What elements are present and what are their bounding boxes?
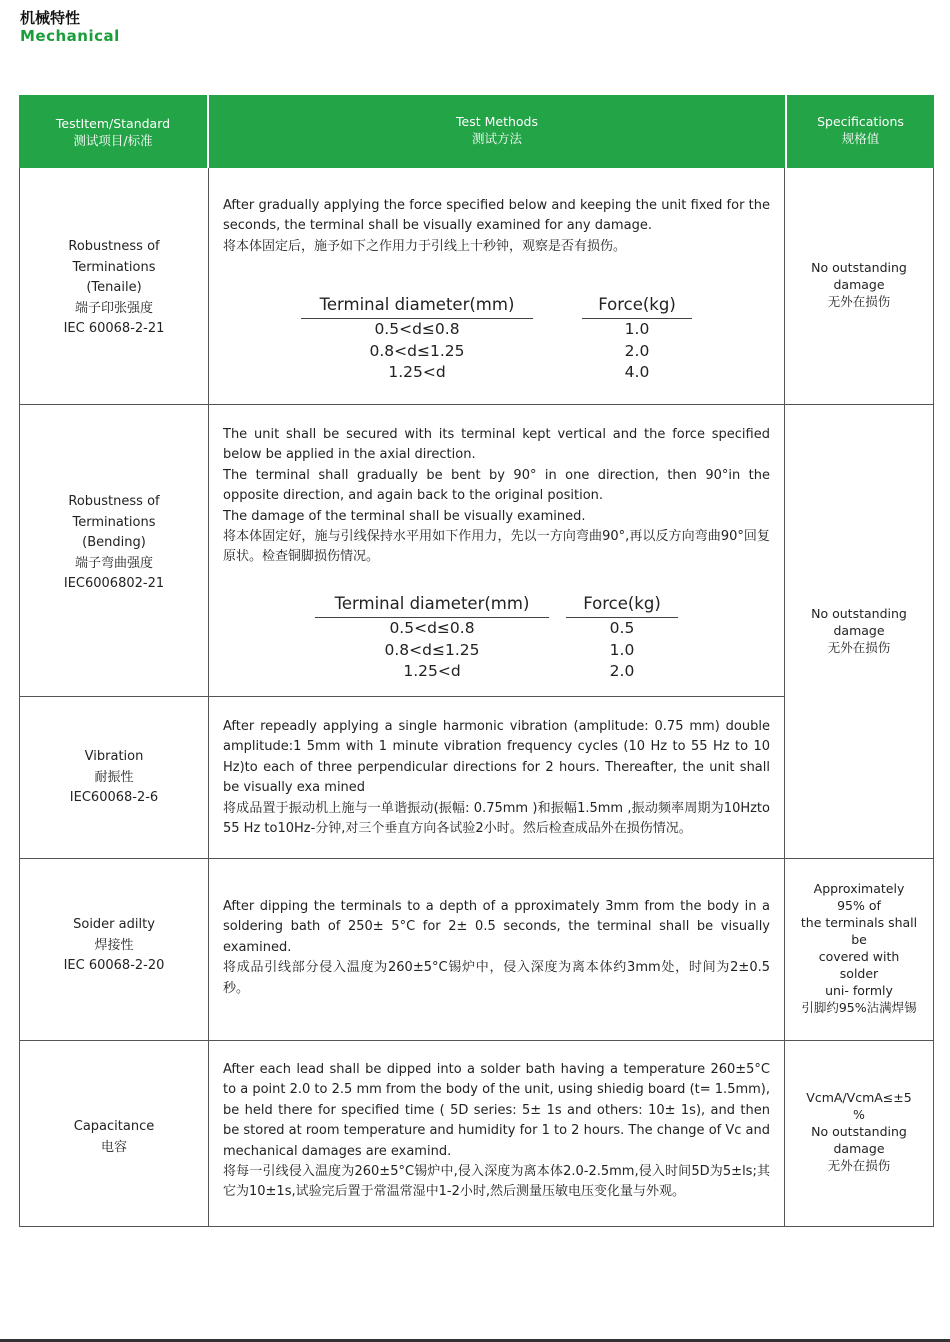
method-cell [209, 697, 785, 859]
header-method-cell [209, 95, 785, 168]
spec-line: No outstanding [811, 1124, 907, 1139]
spec-line: damage [833, 277, 885, 292]
table-row [19, 697, 934, 859]
header-item-cell [19, 95, 209, 168]
item-line: (Tenaile) [86, 280, 142, 295]
item-cell [19, 697, 209, 859]
spec-line: 95% of [837, 898, 881, 913]
table-row [19, 859, 934, 1041]
header-method-cn: 测试方法 [471, 131, 522, 146]
force-table-col2-header: Force(kg) [582, 294, 692, 319]
force-value: 1.0 [624, 320, 650, 338]
item-line: Soider adilty [73, 917, 155, 932]
spec-line: damage [833, 623, 885, 638]
spec-line: 引脚约95%沾满焊锡 [801, 1000, 917, 1015]
table-row [19, 168, 934, 405]
item-line: 端子弯曲强度 [74, 555, 153, 571]
spec-line: 无外在损伤 [827, 294, 891, 309]
header-spec-cell [785, 95, 934, 168]
diameter-value: 0.5<d≤0.8 [389, 619, 475, 637]
spec-line: No outstanding [811, 260, 907, 275]
item-line: Capacitance [73, 1119, 155, 1134]
spec-line: uni- formly [825, 983, 893, 998]
force-table [315, 593, 715, 693]
item-line: IEC 60068-2-21 [63, 321, 165, 336]
method-cell [209, 168, 785, 404]
method-text: The terminal shall gradually be bent by 90° in one direction, then 90°in the opposite direction, and again back to the original position. [223, 467, 770, 504]
item-line: Terminations [72, 259, 156, 275]
item-line: IEC60068-2-6 [69, 790, 159, 805]
spec-line: VcmA/VcmA≤±5 [806, 1090, 912, 1105]
diameter-value: 0.5<d≤0.8 [374, 320, 460, 338]
heading-en: Mechanical [20, 27, 120, 45]
header-spec-en: Specifications [817, 114, 904, 129]
spec-line: 无外在损伤 [827, 1158, 891, 1173]
force-value: 2.0 [609, 662, 635, 680]
spec-cell [785, 859, 934, 1040]
spec-line: No outstanding [811, 606, 907, 621]
item-line: Robustness of [68, 494, 160, 509]
spec-line: 无外在损伤 [827, 640, 891, 655]
diameter-value: 1.25<d [403, 662, 461, 680]
header-item-cn: 测试项目/标准 [73, 133, 153, 148]
table-header-row [19, 95, 934, 168]
item-cell [19, 404, 209, 697]
spec-line: covered with [818, 949, 900, 964]
item-line: 端子印张强度 [74, 300, 153, 316]
header-spec-cn: 规格值 [841, 131, 880, 146]
method-text-cn: 将每一引线侵入温度为260±5°C锡炉中,侵入深度为离本体2.0-2.5mm,侵入时间5D为5±ls;其它为10±1s,试验完后置于常温常湿中1-2小时,然后测量压敏电压变化量与外观。 [223, 1164, 770, 1200]
method-cell [209, 1040, 785, 1226]
spec-line: Approximately [813, 881, 905, 896]
method-text: After each lead shall be dipped into a solder bath having a temperature 260±5°C to a point 2.0 to 2.5 mm from the body of the unit, using shiedig board (t= 1.5mm), be held there for specified time ( 5D series: 5± 1s and others: 10± 1s), and then be stored at room temperature and humidity for 1 to 2 hours. The change of Vc and mechanical damages are examind. [223, 1062, 770, 1159]
method-text: After gradually applying the force specified below and keeping the unit fixed for the seconds, the terminal shall be visually examined for any damage. [223, 198, 770, 234]
method-text: The damage of the terminal shall be visually examined. [223, 508, 586, 524]
item-line: 电容 [100, 1139, 127, 1155]
diameter-value: 0.8<d≤1.25 [384, 640, 480, 659]
method-text: After repeadly applying a single harmonic vibration (amplitude: 0.75 mm) double amplitude:1 5mm with 1 minute vibration frequency cycles (10 Hz to 55 Hz to 10 Hz)to each of three perpendicular directions for 2 hours. Thereafter, the unit shall be visually exa mined [223, 719, 770, 796]
spec-line: be [851, 932, 867, 947]
item-line: Robustness of [68, 239, 160, 254]
method-text-cn: 将本体固定好，施与引线保持水平用如下作用力，先以一方向弯曲90°,再以反方向弯曲90°回复原状。检查铜脚损伤情况。 [223, 529, 770, 565]
item-line: Vibration [84, 749, 144, 764]
item-line: 耐振性 [94, 769, 134, 785]
item-line: IEC 60068-2-20 [63, 958, 165, 973]
item-cell [19, 859, 209, 1040]
table-row [19, 1040, 934, 1227]
spec-cell [785, 168, 934, 404]
force-value: 4.0 [624, 363, 650, 381]
force-value: 2.0 [624, 341, 650, 360]
method-cell [209, 859, 785, 1040]
spec-line: solder [839, 966, 879, 981]
method-text: After dipping the terminals to a depth of a pproximately 3mm from the body in a soldering bath of 250± 5°C for 2± 0.5 seconds, the terminal shall be visually examined. [223, 899, 770, 955]
spec-line: damage [833, 1141, 885, 1156]
method-text-cn: 将成品引线部分侵入温度为260±5°C锡炉中，侵入深度为离本体约3mm处，时间为2±0.5秒。 [223, 960, 770, 996]
spec-line: % [853, 1107, 865, 1122]
heading-cn: 机械特性 [20, 9, 81, 27]
diameter-value: 0.8<d≤1.25 [369, 341, 465, 360]
item-line: Terminations [72, 514, 156, 530]
item-line: IEC6006802-21 [63, 576, 165, 591]
spec-cell [785, 1040, 934, 1226]
header-item-en: TestItem/Standard [55, 116, 171, 131]
force-table-col2-header: Force(kg) [566, 593, 678, 618]
item-line: 焊接性 [94, 937, 134, 953]
force-table-col1-header: Terminal diameter(mm) [315, 593, 549, 618]
spec-line: the terminals shall [800, 915, 918, 930]
item-cell [19, 1040, 209, 1226]
header-method-en: Test Methods [456, 114, 538, 129]
force-value: 1.0 [609, 640, 635, 659]
method-text-cn: 将本体固定后，施予如下之作用力于引线上十秒钟，观察是否有损伤。 [223, 238, 627, 254]
item-cell [19, 168, 209, 404]
method-text: The unit shall be secured with its terminal kept vertical and the force specified below be applied in the axial direction. [223, 427, 770, 463]
force-table-col1-header: Terminal diameter(mm) [301, 294, 533, 319]
method-text-cn: 将成品置于振动机上施与一单谐振动(振幅: 0.75mm )和振幅1.5mm ,振动频率周期为10Hzto 55 Hz to10Hz-分钟,对三个垂直方向各试验2小时。然后检查成品外在损伤情况。 [223, 800, 770, 837]
diameter-value: 1.25<d [388, 363, 446, 381]
force-table [301, 294, 701, 394]
method-cell [209, 404, 785, 697]
item-line: (Bending) [82, 535, 146, 550]
force-value: 0.5 [609, 619, 635, 637]
